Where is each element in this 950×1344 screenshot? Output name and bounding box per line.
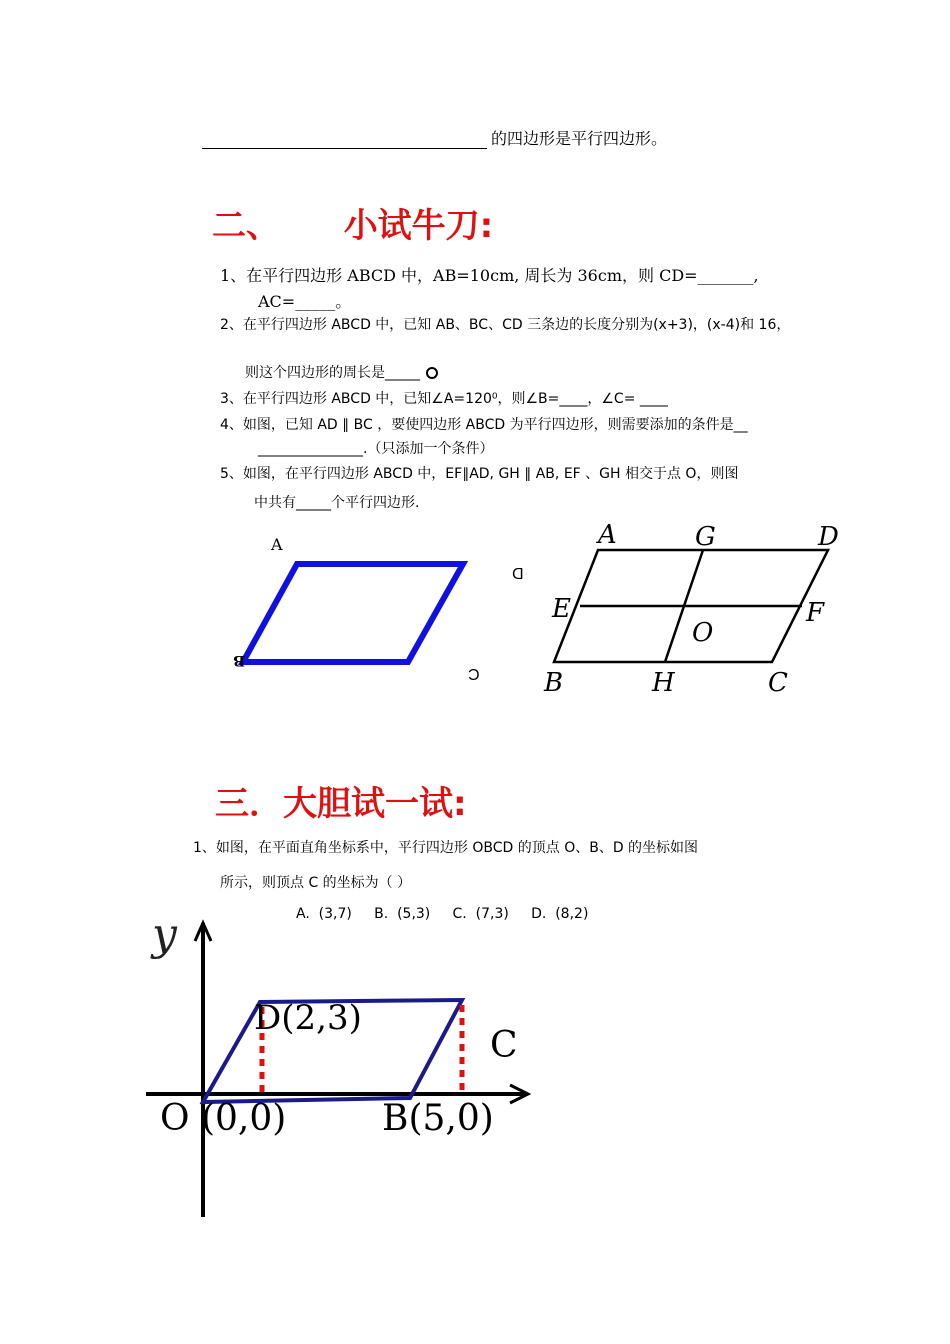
q2-line2 <box>245 362 438 382</box>
fig2-label-b: B <box>544 668 564 698</box>
q4-line2: _______________.（只添加一个条件） <box>258 441 494 457</box>
s3-q1-line2: 所示，则顶点 C 的坐标为（ ） <box>220 875 412 891</box>
answer-blank <box>202 132 487 149</box>
q5-line1: 5、如图，在平行四边形 ABCD 中，EF∥AD, GH ∥ AB, EF 、GH 相交于点 O，则图 <box>220 466 739 482</box>
fig2-label-h: H <box>652 668 675 698</box>
fig2-label-d: D <box>818 522 839 552</box>
top-line-text: 的四边形是平行四边形。 <box>491 129 668 148</box>
figure3-coordinate-plane <box>140 905 560 1235</box>
fig1-label-c: C <box>468 665 480 682</box>
label-o-coord: O (0,0) <box>160 1098 287 1139</box>
fig1-label-a: A <box>271 535 283 554</box>
fig2-label-o: O <box>692 618 714 648</box>
q2-line1: 2、在平行四边形 ABCD 中，已知 AB、BC、CD 三条边的长度分别为(x+3)，(x-4)和 16， <box>220 317 791 333</box>
q3: 3、在平行四边形 ABCD 中，已知∠A=120⁰，则∠B=____，∠C= ____ <box>220 391 668 407</box>
q2-line2-text: 则这个四边形的周长是_____ <box>245 365 420 381</box>
label-d-coord: D(2,3) <box>254 998 362 1038</box>
fig1-label-d: D <box>512 564 524 581</box>
section2-heading <box>212 198 493 247</box>
section3-heading: 三．大胆试一试: <box>215 784 467 824</box>
section2-number: 二、 <box>212 206 280 246</box>
s3-q1-options: A. (3,7) B. (5,3) C. (7,3) D. (8,2) <box>296 906 589 922</box>
circle-mark-icon <box>426 367 438 379</box>
q1-line2: AC=_____。 <box>258 292 352 311</box>
parallelogram-shape <box>243 564 463 662</box>
q1-line1: 1、在平行四边形 ABCD 中，AB=10cm, 周长为 36cm，则 CD=_______, <box>220 266 759 285</box>
fig2-label-c: C <box>768 668 788 698</box>
top-fill-line <box>202 126 667 149</box>
q5-line2: 中共有_____个平行四边形. <box>254 495 420 511</box>
s3-q1-line1: 1、如图，在平面直角坐标系中，平行四边形 OBCD 的顶点 O、B、D 的坐标如图 <box>193 840 699 856</box>
fig2-label-f: F <box>806 598 825 628</box>
label-c: C <box>490 1025 518 1066</box>
label-b-coord: B(5,0) <box>382 1098 494 1139</box>
y-axis-label: y <box>152 909 177 960</box>
figure1-parallelogram <box>225 530 495 690</box>
fig1-label-b: B <box>233 652 245 668</box>
fig2-label-a: A <box>598 520 617 550</box>
fig2-label-g: G <box>695 522 716 552</box>
fig2-label-e: E <box>552 594 571 624</box>
q4-line1: 4、如图，已知 AD ∥ BC ，要使四边形 ABCD 为平行四边形，则需要添加的条件是__ <box>220 417 748 433</box>
section2-title: 小试牛刀: <box>343 206 494 246</box>
figure2-grid-parallelogram <box>540 515 860 705</box>
